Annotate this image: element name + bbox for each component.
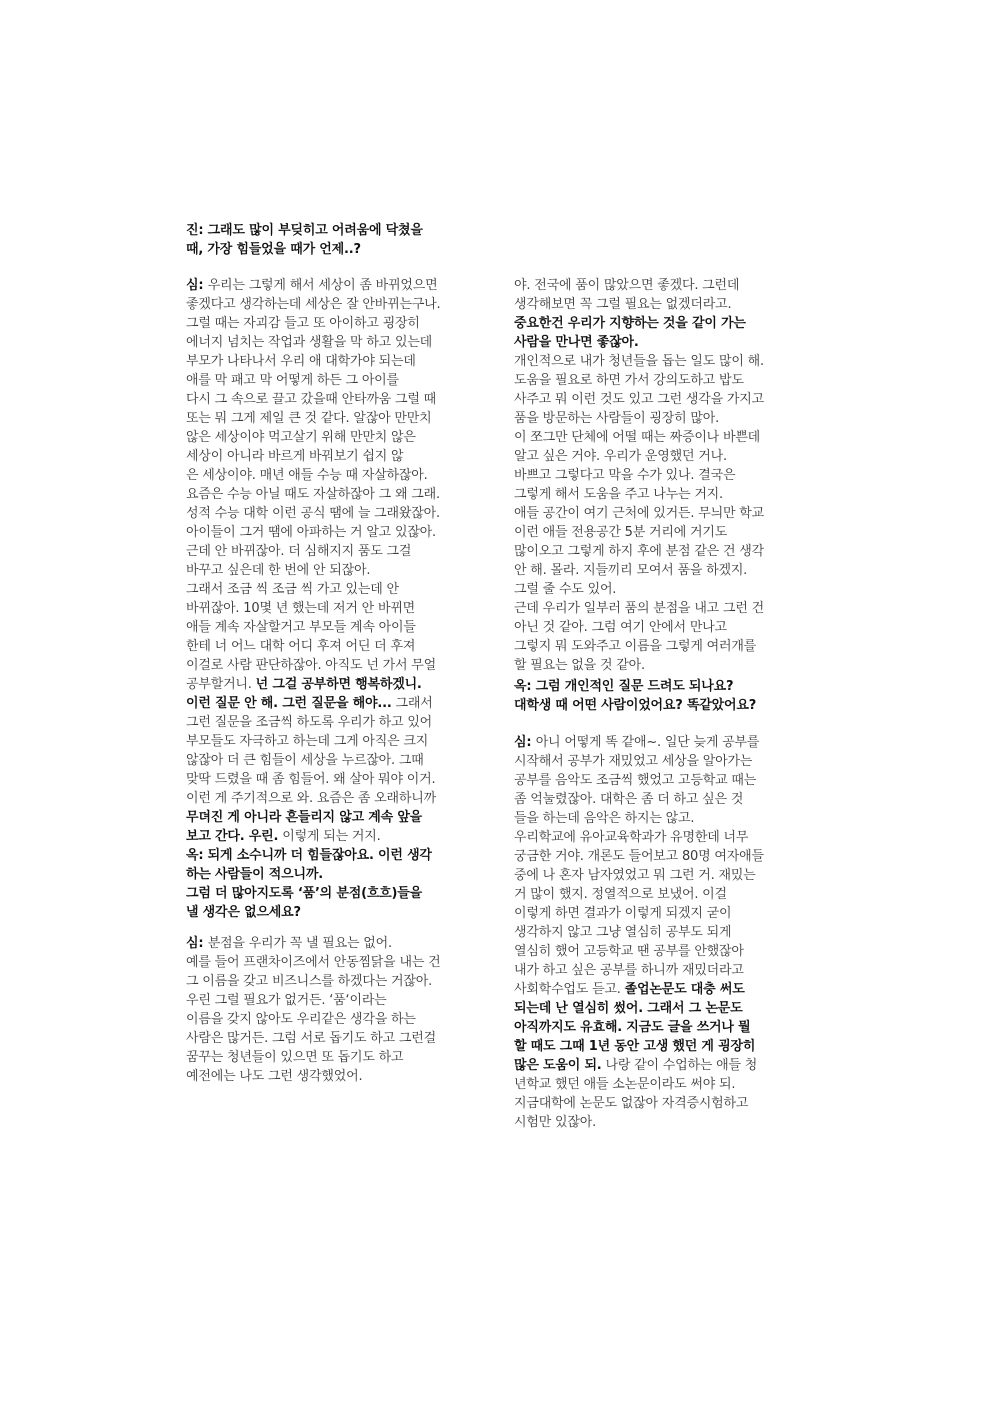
text-line xyxy=(186,972,486,991)
bold-text: 졸업논문도 대충 써도 xyxy=(624,982,745,997)
text-line xyxy=(514,333,814,352)
text-line xyxy=(514,409,814,428)
text-line xyxy=(514,542,814,561)
question-college-days xyxy=(514,677,814,715)
body-text: 도움을 필요로 하면 가서 강의도하고 밥도 xyxy=(514,373,744,388)
body-text: 들을 하는데 음악은 하지는 않고. xyxy=(514,811,695,826)
text-line xyxy=(186,953,486,972)
body-text: 그래서 xyxy=(391,696,433,711)
text-line xyxy=(514,295,814,314)
text-line xyxy=(514,866,814,885)
body-text: 좋겠다고 생각하는데 세상은 잘 안바뀌는구나. xyxy=(186,297,441,312)
question-line: 진: 그래도 많이 부딪히고 어려움에 닥쳤을 xyxy=(186,223,423,238)
text-line xyxy=(186,523,486,542)
body-text: 지금대학에 논문도 없잖아 자격증시험하고 xyxy=(514,1096,749,1111)
body-text: 열심히 했어 고등학교 땐 공부를 안했잖아 xyxy=(514,944,744,959)
question-line: 때, 가장 힘들었을 때가 언제..? xyxy=(186,242,361,257)
text-line xyxy=(514,428,814,447)
body-text: 내가 하고 싶은 공부를 하니까 재밌더라고 xyxy=(514,963,744,978)
question-line: 옥: 그럼 개인적인 질문 드려도 되나요? xyxy=(514,679,734,694)
text-line xyxy=(514,904,814,923)
text-line xyxy=(186,637,486,656)
body-text: 우린 그럴 필요가 없거든. ‘품‘이라는 xyxy=(186,993,387,1008)
text-line xyxy=(514,752,814,771)
body-text: 알고 싶은 거야. 우리가 운영했던 거나. xyxy=(514,449,727,464)
text-line xyxy=(514,466,814,485)
text-line xyxy=(186,656,486,675)
body-text: 세상이 아니라 바르게 바꿔보기 쉽지 않 xyxy=(186,449,404,464)
bold-text: 무뎌진 게 아니라 흔들리지 않고 계속 앞을 xyxy=(186,810,423,825)
body-text: 이렇게 하면 결과가 이렇게 되겠지 굳이 xyxy=(514,906,732,921)
body-text: 한테 너 어느 대학 어디 후져 어딘 더 후져 xyxy=(186,639,416,654)
text-line xyxy=(186,713,486,732)
text-line xyxy=(514,599,814,618)
bold-text: 심: xyxy=(186,936,208,951)
body-text: 그렇게 해서 도움을 주고 나누는 거지. xyxy=(514,487,723,502)
body-text: 근데 우리가 일부러 품의 분점을 내고 그런 건 xyxy=(514,601,764,616)
body-text: 부모가 나타나서 우리 애 대학가야 되는데 xyxy=(186,354,416,369)
text-line xyxy=(186,504,486,523)
question-branches xyxy=(186,846,486,922)
text-line xyxy=(514,523,814,542)
bold-text: 많은 도움이 되. xyxy=(514,1058,602,1073)
bold-text: 사람을 만나면 좋잖아. xyxy=(514,335,639,350)
bold-text: 넌 그걸 공부하면 행복하겠니. xyxy=(255,677,422,692)
bold-text: 중요한건 우리가 지향하는 것을 같이 가는 xyxy=(514,316,746,331)
body-text: 아니 어떻게 똑 같애~. 일단 늦게 공부를 xyxy=(535,735,760,750)
text-line xyxy=(186,314,486,333)
body-text: 부모들도 자극하고 하는데 그게 아직은 크지 xyxy=(186,734,429,749)
text-line xyxy=(186,751,486,770)
text-line xyxy=(186,789,486,808)
text-line xyxy=(514,390,814,409)
question-line: 대학생 때 어떤 사람이었어요? 똑같았어요? xyxy=(514,698,757,713)
text-line xyxy=(186,580,486,599)
text-line xyxy=(186,466,486,485)
text-line xyxy=(186,1048,486,1067)
body-text: 많이오고 그렇게 하지 후에 분점 같은 건 생각 xyxy=(514,544,764,559)
body-text: 예를 들어 프랜차이즈에서 안동찜닭을 내는 건 xyxy=(186,955,441,970)
text-line xyxy=(514,828,814,847)
answer-hardest-time xyxy=(186,276,486,846)
body-text: 나랑 같이 수업하는 애들 청 xyxy=(601,1058,758,1073)
body-text: 않잖아 더 큰 힘들이 세상을 누르잖아. 그때 xyxy=(186,753,424,768)
text-line xyxy=(514,485,814,504)
text-line xyxy=(514,999,814,1018)
answer-college-days xyxy=(514,733,814,1132)
body-text: 또는 뭐 그게 제일 큰 것 같다. 알잖아 만만치 xyxy=(186,411,432,426)
text-line xyxy=(186,371,486,390)
text-line xyxy=(514,656,814,675)
text-line xyxy=(186,808,486,827)
text-line xyxy=(186,675,486,694)
text-line xyxy=(514,447,814,466)
body-text: 않은 세상이야 먹고살기 위해 만만치 않은 xyxy=(186,430,416,445)
body-text: 생각해보면 꼭 그럴 필요는 없겠더라고. xyxy=(514,297,732,312)
body-text: 바쁘고 그렇다고 막을 수가 있나. 결국은 xyxy=(514,468,736,483)
text-line xyxy=(514,314,814,333)
body-text: 할 필요는 없을 것 같아. xyxy=(514,658,645,673)
body-text: 공부할거니. xyxy=(186,677,256,692)
body-text: 그럴 때는 자괴감 들고 또 아이하고 굉장히 xyxy=(186,316,420,331)
body-text: 이런 애들 전용공간 5분 거리에 거기도 xyxy=(514,525,728,540)
text-line xyxy=(514,1094,814,1113)
bold-text: 심: xyxy=(186,278,208,293)
text-line xyxy=(186,333,486,352)
answer-branches xyxy=(186,934,486,1086)
text-line xyxy=(186,1067,486,1086)
body-text: 품을 방문하는 사람들이 굉장히 많아. xyxy=(514,411,720,426)
body-text: 우리는 그렇게 해서 세상이 좀 바뀌었으면 xyxy=(207,278,438,293)
text-line xyxy=(186,485,486,504)
text-line xyxy=(186,561,486,580)
body-text: 개인적으로 내가 청년들을 돕는 일도 많이 해. xyxy=(514,354,764,369)
text-line xyxy=(186,694,486,713)
body-text: 시작해서 공부가 재밌었고 세상을 알아가는 xyxy=(514,754,753,769)
body-text: 분점을 우리가 꼭 낼 필요는 없어. xyxy=(207,936,392,951)
text-line xyxy=(514,809,814,828)
body-text: 우리학교에 유아교육학과가 유명한데 너무 xyxy=(514,830,749,845)
question-hardest-time xyxy=(186,221,486,259)
text-line xyxy=(514,580,814,599)
text-line xyxy=(186,732,486,751)
text-line xyxy=(514,980,814,999)
text-line xyxy=(514,504,814,523)
body-text: 애들 공간이 여기 근처에 있거든. 무늬만 학교 xyxy=(514,506,764,521)
text-line xyxy=(514,371,814,390)
bold-text: 할 때도 그때 1년 동안 고생 했던 게 굉장히 xyxy=(514,1039,756,1054)
body-text: 아닌 것 같아. 그럼 여기 안에서 만나고 xyxy=(514,620,727,635)
question-line: 하는 사람들이 적으니까. xyxy=(186,867,323,882)
text-line xyxy=(514,1037,814,1056)
text-line xyxy=(514,352,814,371)
text-line xyxy=(186,447,486,466)
text-line xyxy=(186,1029,486,1048)
bold-text: 보고 간다. 우린. xyxy=(186,829,279,844)
body-text: 년학교 했던 애들 소논문이라도 써야 되. xyxy=(514,1077,736,1092)
text-line xyxy=(514,1113,814,1132)
text-line xyxy=(186,352,486,371)
text-line xyxy=(514,1075,814,1094)
bold-text: 심: xyxy=(514,735,536,750)
body-text: 야. 전국에 품이 많았으면 좋겠다. 그런데 xyxy=(514,278,740,293)
text-line xyxy=(186,542,486,561)
question-line: 그럼 더 많아지도록 ‘품’의 분점(흐흐)들을 xyxy=(186,886,422,901)
bold-text: 이런 질문 안 해. 그런 질문을 해야... xyxy=(186,696,392,711)
text-line xyxy=(186,934,486,953)
body-text: 공부를 음악도 조금씩 했었고 고등학교 때는 xyxy=(514,773,757,788)
body-text: 사회학수업도 듣고. xyxy=(514,982,625,997)
body-text: 이 쪼그만 단체에 어떨 때는 짜증이나 바쁜데 xyxy=(514,430,761,445)
body-text: 맞딱 드렸을 때 좀 힘들어. 왜 살아 뭐야 이거. xyxy=(186,772,436,787)
text-line xyxy=(186,428,486,447)
body-text: 사주고 뭐 이런 것도 있고 그런 생각을 가지고 xyxy=(514,392,764,407)
body-text: 생각하지 않고 그냥 열심히 공부도 되게 xyxy=(514,925,732,940)
body-text: 바뀌잖아. 10몇 년 했는데 저거 안 바뀌면 xyxy=(186,601,416,616)
text-line xyxy=(186,276,486,295)
body-text: 안 해. 몰라. 지들끼리 모여서 품을 하겠지. xyxy=(514,563,748,578)
body-text: 이걸로 사람 판단하잖아. 아직도 넌 가서 무얼 xyxy=(186,658,436,673)
text-line xyxy=(514,847,814,866)
body-text: 중에 나 혼자 남자였었고 뭐 그런 거. 재밌는 xyxy=(514,868,756,883)
body-text: 그 이름을 갖고 비즈니스를 하겠다는 거잖아. xyxy=(186,974,433,989)
text-line xyxy=(514,1018,814,1037)
answer-branches-continued xyxy=(514,276,814,675)
text-line xyxy=(514,561,814,580)
body-text: 좀 억눌렸잖아. 대학은 좀 더 하고 싶은 것 xyxy=(514,792,744,807)
text-line xyxy=(186,991,486,1010)
question-line: 낼 생각은 없으세요? xyxy=(186,905,301,920)
body-text: 거 많이 했지. 정열적으로 보냈어. 이걸 xyxy=(514,887,727,902)
body-text: 그런 질문을 조금씩 하도록 우리가 하고 있어 xyxy=(186,715,433,730)
body-text: 그렇지 뭐 도와주고 이름을 그렇게 여러개를 xyxy=(514,639,757,654)
body-text: 사람은 많거든. 그럼 서로 돕기도 하고 그런걸 xyxy=(186,1031,436,1046)
body-text: 이런 게 주기적으로 와. 요즘은 좀 오래하니까 xyxy=(186,791,436,806)
text-line xyxy=(186,599,486,618)
text-line xyxy=(514,790,814,809)
text-line xyxy=(514,771,814,790)
text-line xyxy=(514,618,814,637)
body-text: 다시 그 속으로 끌고 갔을때 안타까움 그럴 때 xyxy=(186,392,436,407)
body-text: 애들 계속 자살할거고 부모들 계속 아이들 xyxy=(186,620,416,635)
text-line xyxy=(514,1056,814,1075)
body-text: 이름을 갖지 않아도 우리같은 생각을 하는 xyxy=(186,1012,416,1027)
body-text: 바꾸고 싶은데 한 번에 안 되잖아. xyxy=(186,563,371,578)
body-text: 아이들이 그거 땜에 아파하는 거 알고 있잖아. xyxy=(186,525,436,540)
text-line xyxy=(514,942,814,961)
body-text: 은 세상이야. 매년 애들 수능 때 자살하잖아. xyxy=(186,468,428,483)
text-line xyxy=(186,295,486,314)
body-text: 애를 막 패고 막 어떻게 하든 그 아이를 xyxy=(186,373,399,388)
bold-text: 되는데 난 열심히 썼어. 그래서 그 논문도 xyxy=(514,1001,743,1016)
body-text: 에너지 넘치는 작업과 생활을 막 하고 있는데 xyxy=(186,335,433,350)
text-line xyxy=(514,923,814,942)
text-line xyxy=(186,827,486,846)
body-text: 궁금한 거야. 개론도 들어보고 80명 여자애들 xyxy=(514,849,764,864)
body-text: 요즘은 수능 아닐 때도 자살하잖아 그 왜 그래. xyxy=(186,487,440,502)
bold-text: 아직까지도 유효해. 지금도 글을 쓰거나 뭘 xyxy=(514,1020,751,1035)
body-text: 꿈꾸는 청년들이 있으면 또 돕기도 하고 xyxy=(186,1050,404,1065)
text-line xyxy=(186,618,486,637)
body-text: 그래서 조금 씩 조금 씩 가고 있는데 안 xyxy=(186,582,399,597)
body-text: 근데 안 바뀌잖아. 더 심해지지 품도 그걸 xyxy=(186,544,412,559)
body-text: 성적 수능 대학 이런 공식 땜에 늘 그래왔잖아. xyxy=(186,506,440,521)
text-line xyxy=(514,637,814,656)
body-text: 그럴 줄 수도 있어. xyxy=(514,582,617,597)
body-text: 예전에는 나도 그런 생각했었어. xyxy=(186,1069,363,1084)
body-text: 이렇게 되는 거지. xyxy=(278,829,381,844)
text-line xyxy=(514,276,814,295)
text-line xyxy=(514,885,814,904)
text-line xyxy=(514,733,814,752)
question-line: 옥: 되게 소수니까 더 힘들잖아요. 이런 생각 xyxy=(186,848,432,863)
text-line xyxy=(514,961,814,980)
text-line xyxy=(186,1010,486,1029)
text-line xyxy=(186,409,486,428)
text-line xyxy=(186,770,486,789)
body-text: 시험만 있잖아. xyxy=(514,1115,597,1130)
text-line xyxy=(186,390,486,409)
